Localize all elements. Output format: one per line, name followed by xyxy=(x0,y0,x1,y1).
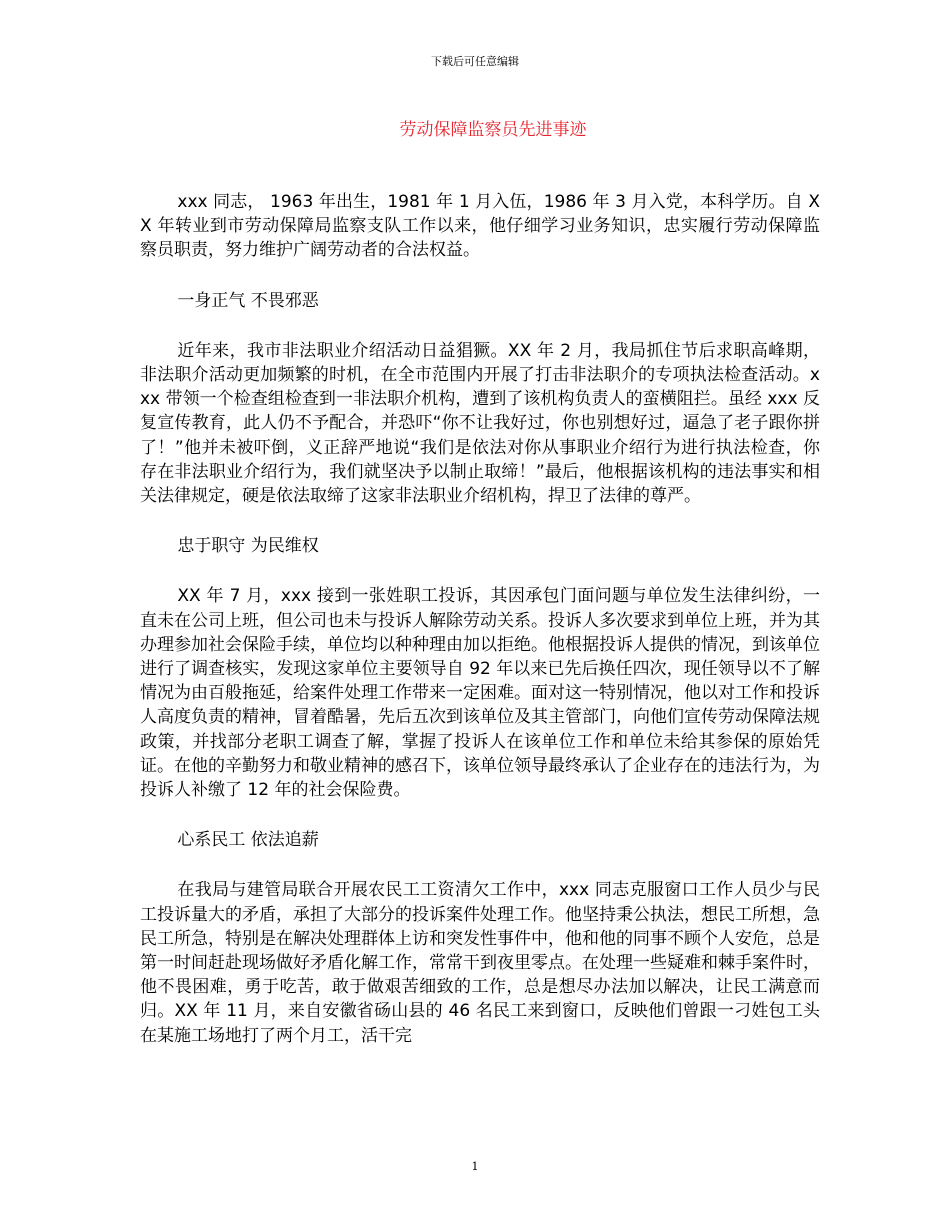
section-paragraph-2: XX 年 7 月，xxx 接到一张姓职工投诉，其因承包门面问题与单位发生法律纠纷，一直未在公司上班，但公司也未与投诉人解除劳动关系。投诉人多次要求到单位上班，并为其办理参加社会保险手续，单位均以种种理由加以拒绝。他根据投诉人提供的情况，到该单位进行了调查核实，发现这家单位主要领导自 92 年以来已先后换任四次，现任领导以不了解情况为由百般拖延，给案件处理工作带来一定困难。面对这一特别情况，他以对工作和投诉人高度负责的精神，冒着酷暑，先后五次到该单位及其主管部门，向他们宣传劳动保障法规政策，并找部分老职工调查了解，掌握了投诉人在该单位工作和单位未给其参保的原始凭证。在他的辛勤努力和敬业精神的感召下，该单位领导最终承认了企业存在的违法行为，为投诉人补缴了 12 年的社会保险费。 xyxy=(140,586,820,801)
intro-paragraph: xxx 同志， 1963 年出生，1981 年 1 月入伍，1986 年 3 月入党，本科学历。自 XX 年转业到市劳动保障局监察支队工作以来，他仔细学习业务知识，忠实履行劳动保障监察员职责，努力维护广阔劳动者的合法权益。 xyxy=(140,192,820,261)
section-paragraph-1: 近年来，我市非法职业介绍活动日益猖獗。XX 年 2 月，我局抓住节后求职高峰期，非法职介活动更加频繁的时机，在全市范围内开展了打击非法职介的专项执法检查活动。xxx 带领一个检查组检查到一非法职介机构，遭到了该机构负责人的蛮横阻拦。虽经 xxx 反复宣传教育，此人仍不予配合，并恐吓“你不让我好过，你也别想好过，逼急了老子跟你拼了！”他并未被吓倒，义正辞严地说“我们是依法对你从事职业介绍行为进行执法检查，你存在非法职业介绍行为，我们就坚决予以制止取缔！”最后，他根据该机构的违法事实和相关法律规定，硬是依法取缔了这家非法职业介绍机构，捍卫了法律的尊严。 xyxy=(140,340,820,507)
section-paragraph-3: 在我局与建管局联合开展农民工工资清欠工作中，xxx 同志克服窗口工作人员少与民工投诉量大的矛盾，承担了大部分的投诉案件处理工作。他坚持秉公执法，想民工所想，急民工所急，特别是在解决处理群体上访和突发性事件中，他和他的同事不顾个人安危，总是第一时间赶赴现场做好矛盾化解工作，常常干到夜里零点。在处理一些疑难和棘手案件时，他不畏困难，勇于吃苦，敢于做艰苦细致的工作，总是想尽办法加以解决，让民工满意而归。XX 年 11 月，来自安徽省砀山县的 46 名民工来到窗口，反映他们曾跟一刁姓包工头在某施工场地打了两个月工，活干完 xyxy=(140,880,820,1046)
page-number: 1 xyxy=(471,1160,479,1173)
section-heading-2: 忠于职守 为民维权 xyxy=(177,536,319,557)
document-title: 劳动保障监察员先进事迹 xyxy=(399,120,587,140)
document-body xyxy=(140,190,820,1074)
section-heading-1: 一身正气 不畏邪恶 xyxy=(177,290,319,311)
page-header-note: 下载后可任意编辑 xyxy=(431,55,519,68)
section-heading-3: 心系民工 依法追薪 xyxy=(177,830,319,851)
